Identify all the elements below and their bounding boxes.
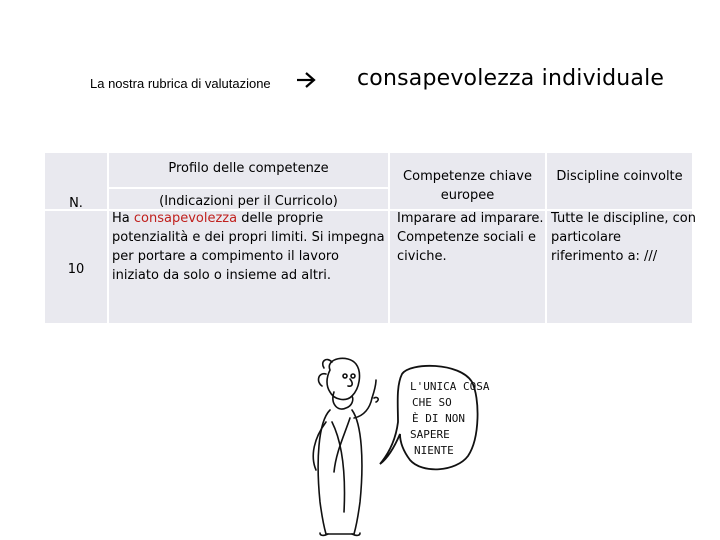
title-label: La nostra rubrica di valutazione (90, 76, 271, 91)
header-n: N. (69, 196, 83, 211)
competences-text: Imparare ad imparare. Competenze sociali e civiche. (397, 211, 544, 264)
bubble-line-1: L'UNICA COSA (410, 380, 490, 393)
page-title: consapevolezza individuale (357, 66, 665, 91)
bubble-line-5: NIENTE (414, 444, 454, 457)
bubble-line-4: SAPERE (410, 428, 450, 441)
profile-text (112, 209, 388, 285)
row-number: 10 (67, 262, 85, 277)
bubble-line-2: CHE SO (412, 396, 452, 409)
philosopher-cartoon-icon (290, 352, 490, 537)
header-competences: Competenze chiave europee (403, 169, 532, 203)
title-row (0, 62, 720, 102)
bubble-line-3: È DI NON (412, 412, 465, 425)
header-disciplines: Discipline coinvolte (556, 169, 683, 184)
profile-text-start: Ha (112, 211, 134, 226)
header-profile-subtitle: (Indicazioni per il Curricolo) (159, 194, 338, 209)
disciplines-text: Tutte le discipline, con particolare riferimento a: /// (551, 211, 696, 264)
right-arrow-icon (296, 70, 318, 90)
profile-highlight: consapevolezza (133, 211, 238, 226)
profile-text-end: delle proprie potenzialità e dei propri limiti. Si impegna per portare a compimento il lavoro iniziato da solo o insieme ad altri. (112, 211, 385, 283)
header-profile: Profilo delle competenze (168, 161, 329, 176)
